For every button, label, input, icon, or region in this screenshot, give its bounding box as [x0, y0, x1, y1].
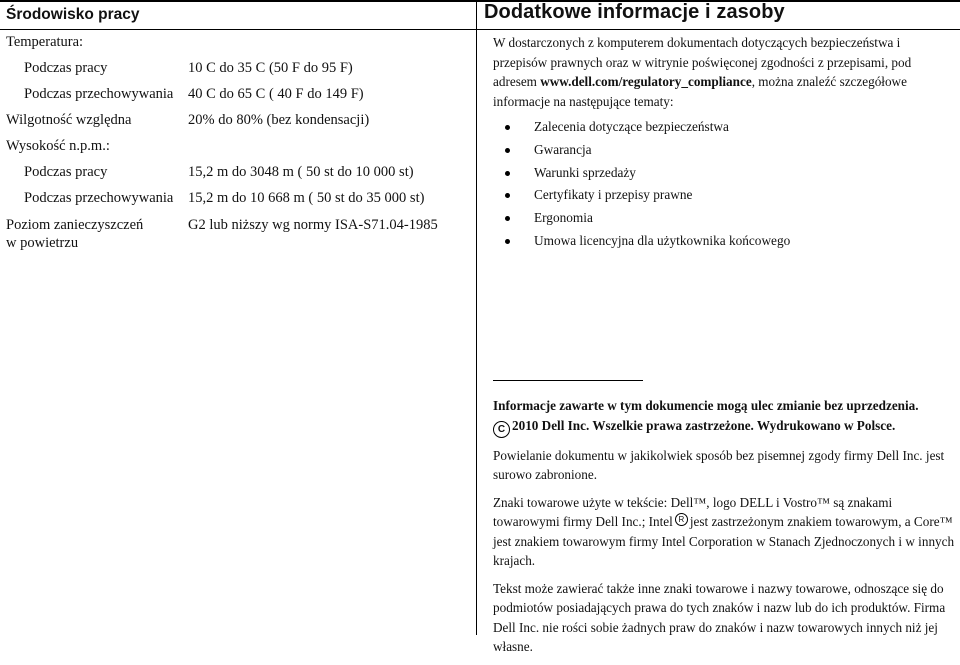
topic-label: Ergonomia — [534, 210, 593, 226]
change-notice-line1: Informacje zawarte w tym dokumencie mogą ulec zmianie bez uprzedzenia. — [493, 398, 919, 413]
topic-label: Warunki sprzedaży — [534, 164, 636, 180]
temperature-storage-value: 40 C do 65 C ( 40 F do 149 F) — [188, 86, 364, 102]
airborne-contaminant-value: G2 lub niższy wg normy ISA-S71.04-1985 — [188, 217, 438, 233]
list-item — [493, 184, 790, 207]
altitude-storage-value: 15,2 m do 10 668 m ( 50 st do 35 000 st) — [188, 190, 425, 206]
topic-label: Gwarancja — [534, 141, 592, 157]
humidity-value: 20% do 80% (bez kondensacji) — [188, 112, 370, 128]
trademarks-text-part1: Znaki towarowe użyte w tekście: Dell™, logo DELL i Vostro™ są znakami towarowymi firmy Dell Inc.; Intel — [493, 494, 893, 529]
humidity-label: Wilgotność względna — [6, 112, 132, 128]
trademarks-text-part2: jest zastrzeżonym znakiem towarowym, a Core™ jest znakiem towarowym firmy Intel Corporation w Stanach Zjednoczonych i w innych krajach. — [493, 514, 955, 568]
copyright-icon: C — [493, 421, 510, 438]
other-marks-notice: Tekst może zawierać także inne znaki towarowe i nazwy towarowe, odnoszące się do podmiotów posiadających prawa do tych znaków i nazw lub do ich produktów. Firma Dell Inc. nie rości sobie żadnych praw do znaków i nazw towarowych innych niż jej własne. — [493, 580, 946, 654]
airborne-contaminant-label-line1: Poziom zanieczyszczeń — [6, 217, 144, 233]
bullet-icon — [505, 239, 510, 244]
altitude-label: Wysokość n.p.m.: — [6, 138, 110, 154]
info-heading: Dodatkowe informacje i zasoby — [484, 1, 785, 23]
list-item — [493, 139, 790, 162]
temperature-operating-value: 10 C do 35 C (50 F do 95 F) — [188, 60, 353, 76]
column-divider — [476, 0, 477, 635]
topic-label: Zalecenia dotyczące bezpieczeństwa — [534, 119, 729, 134]
altitude-operating-label: Podczas pracy — [24, 164, 108, 180]
change-notice — [493, 396, 955, 438]
temperature-operating-label: Podczas pracy — [24, 60, 108, 76]
temperature-label: Temperatura: — [6, 34, 84, 50]
info-intro-paragraph — [493, 33, 955, 111]
topic-label: Certyfikaty i przepisy prawne — [534, 187, 693, 203]
footer-rule — [493, 380, 643, 381]
list-item — [493, 207, 790, 230]
bullet-icon — [505, 216, 510, 221]
altitude-operating-value: 15,2 m do 3048 m ( 50 st do 10 000 st) — [188, 164, 414, 180]
list-item — [493, 116, 790, 139]
altitude-storage-label: Podczas przechowywania — [24, 190, 174, 206]
topic-label: Umowa licencyjna dla użytkownika końcowego — [534, 232, 791, 248]
copyright-text: 2010 Dell Inc. Wszelkie prawa zastrzeżone. Wydrukowano w Polsce. — [512, 417, 896, 433]
left-header-rule — [0, 0, 476, 2]
bullet-icon — [505, 193, 510, 198]
list-item — [493, 230, 790, 253]
temperature-storage-label: Podczas przechowywania — [24, 86, 174, 102]
bullet-icon — [505, 171, 510, 176]
topics-list — [493, 116, 790, 253]
footer-notices — [493, 396, 955, 665]
environment-heading: Środowisko pracy — [6, 6, 140, 23]
regulatory-compliance-link[interactable]: www.dell.com/regulatory_compliance — [540, 74, 752, 89]
trademarks-notice — [493, 493, 955, 571]
intro-text-after: , można znaleźć szczegółowe informacje na następujące tematy: — [493, 74, 907, 109]
bullet-icon — [505, 125, 510, 130]
airborne-contaminant-label-line2: w powietrzu — [6, 235, 79, 251]
environment-heading-divider — [0, 29, 476, 30]
bullet-icon — [505, 148, 510, 153]
info-heading-divider — [477, 29, 960, 30]
intro-text-before: W dostarczonych z komputerem dokumentach dotyczących bezpieczeństwa i przepisów prawnych oraz w witrynie poświęconej zgodności z przepisami, pod adresem — [493, 35, 912, 89]
reproduction-notice: Powielanie dokumentu w jakikolwiek sposób bez pisemnej zgody firmy Dell Inc. jest surowo zabronione. — [493, 447, 945, 482]
registered-icon: R — [675, 513, 688, 526]
list-item — [493, 162, 790, 185]
